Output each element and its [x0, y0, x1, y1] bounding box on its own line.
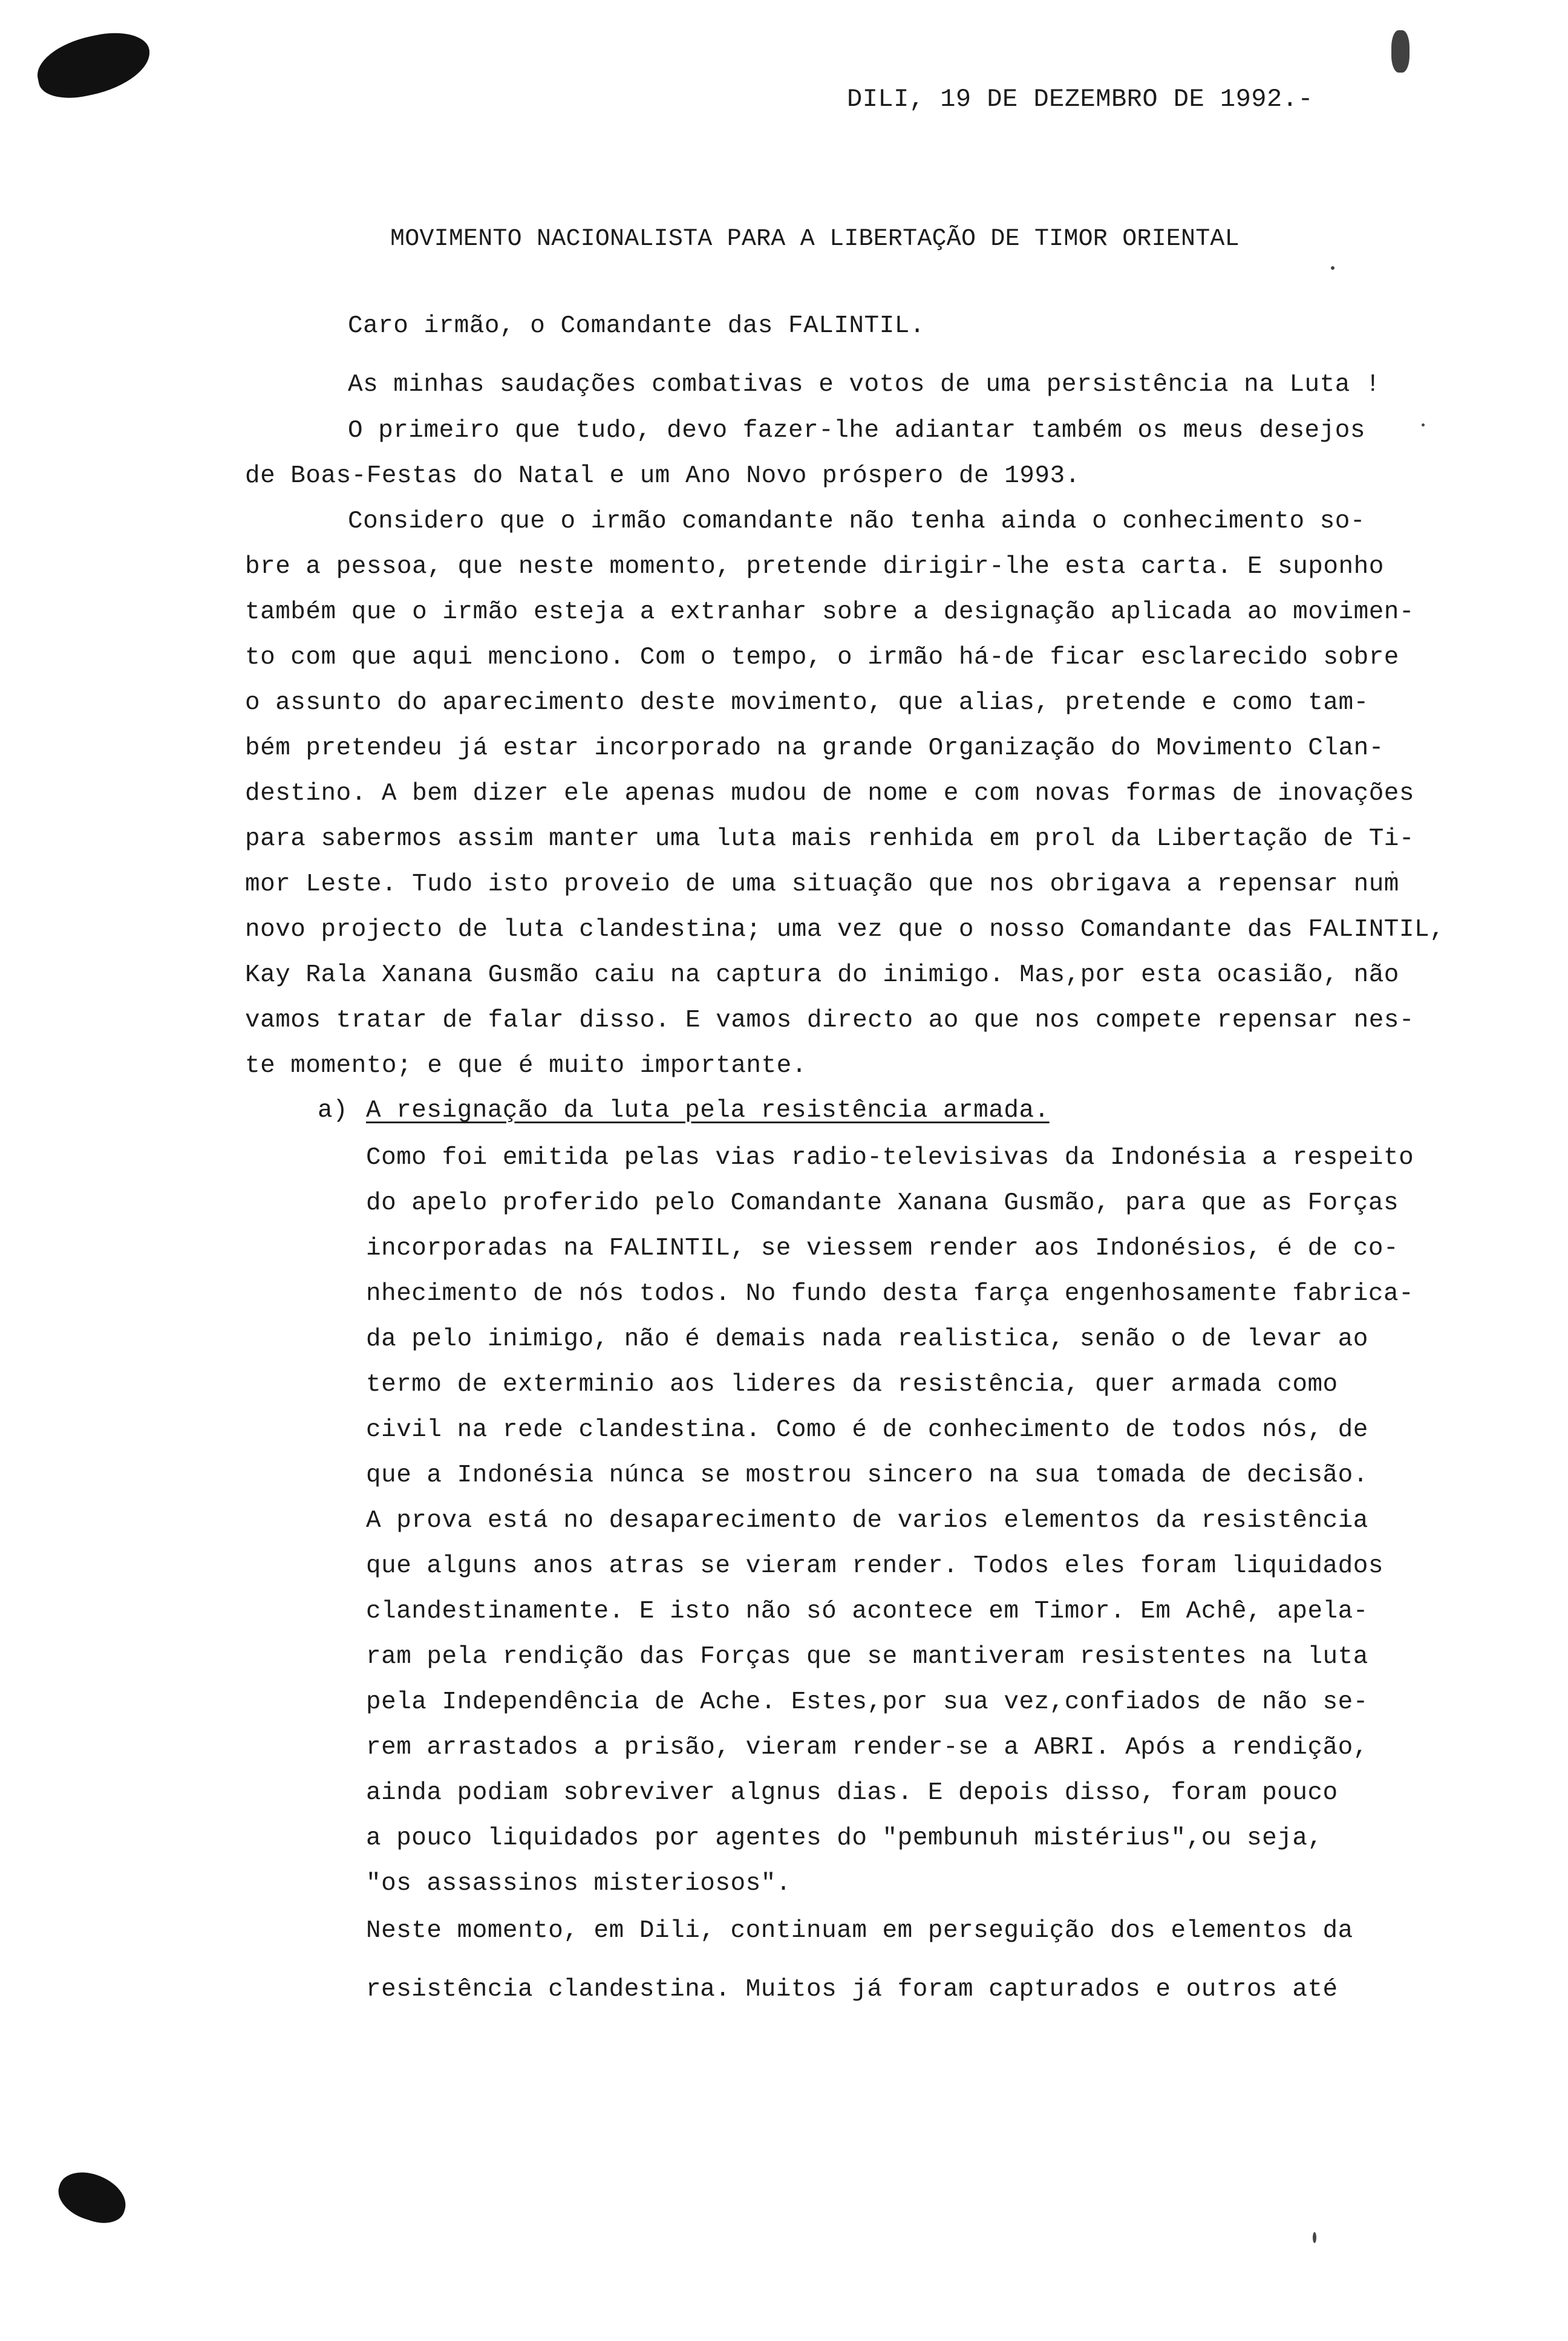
body-line: te momento; e que é muito importante. [245, 1052, 807, 1080]
body-line: Considero que o irmão comandante não tenha ainda o conhecimento so- [348, 508, 1365, 535]
section-line: do apelo proferido pelo Comandante Xanana Gusmão, para que as Forças [366, 1189, 1399, 1217]
body-line: bém pretendeu já estar incorporado na grande Organização do Movimento Clan- [245, 734, 1384, 762]
movement-title: MOVIMENTO NACIONALISTA PARA A LIBERTAÇÃO DE TIMOR ORIENTAL [390, 226, 1240, 253]
section-line: clandestinamente. E isto não só acontece em Timor. Em Achê, apela- [366, 1598, 1368, 1625]
section-marker: a) [318, 1097, 348, 1125]
section-line: civil na rede clandestina. Como é de conhecimento de todos nós, de [366, 1416, 1368, 1444]
scan-speck [1313, 2232, 1316, 2243]
section-line: que a Indonésia núnca se mostrou sincero na sua tomada de decisão. [366, 1461, 1368, 1489]
section-line: a pouco liquidados por agentes do "pembunuh mistérius",ou seja, [366, 1824, 1323, 1852]
section-line: que alguns anos atras se vieram render. Todos eles foram liquidados [366, 1552, 1383, 1580]
body-line: novo projecto de luta clandestina; uma vez que o nosso Comandante das FALINTIL, [245, 916, 1445, 944]
body-line: de Boas-Festas do Natal e um Ano Novo próspero de 1993. [245, 462, 1080, 490]
ink-blot-bottom-left [52, 2165, 132, 2230]
body-line: mor Leste. Tudo isto proveio de uma situação que nos obrigava a repensar num [245, 870, 1399, 898]
scan-speck [1422, 423, 1425, 426]
section-line: termo de exterminio aos lideres da resistência, quer armada como [366, 1371, 1338, 1399]
section-line: ainda podiam sobreviver algnus dias. E depois disso, foram pouco [366, 1779, 1338, 1807]
ink-blot-top-left [31, 25, 156, 105]
body-line: Caro irmão, o Comandante das FALINTIL. [348, 312, 925, 340]
body-line: Neste momento, em Dili, continuam em perseguição dos elementos da [366, 1917, 1353, 1945]
body-line: também que o irmão esteja a extranhar sobre a designação aplicada ao movimen- [245, 598, 1415, 626]
section-line: "os assassinos misteriosos". [366, 1870, 791, 1898]
scan-speck [1331, 266, 1334, 270]
letter-date: DILI, 19 DE DEZEMBRO DE 1992.- [847, 85, 1314, 114]
body-line: vamos tratar de falar disso. E vamos directo ao que nos compete repensar nes- [245, 1007, 1415, 1034]
body-line: o assunto do aparecimento deste movimento, que alias, pretende e como tam- [245, 689, 1369, 717]
section-line: nhecimento de nós todos. No fundo desta farça engenhosamente fabrica- [366, 1280, 1414, 1308]
body-line: destino. A bem dizer ele apenas mudou de nome e com novas formas de inovações [245, 780, 1415, 808]
section-heading: A resignação da luta pela resistência armada. [366, 1097, 1050, 1125]
body-line: bre a pessoa, que neste momento, pretende dirigir-lhe esta carta. E suponho [245, 553, 1384, 581]
section-line: A prova está no desaparecimento de varios elementos da resistência [366, 1507, 1368, 1535]
body-line: O primeiro que tudo, devo fazer-lhe adiantar também os meus desejos [348, 417, 1365, 445]
section-line: pela Independência de Ache. Estes,por sua vez,confiados de não se- [366, 1688, 1368, 1716]
body-line: As minhas saudações combativas e votos de uma persistência na Luta ! [348, 371, 1381, 399]
ink-mark-top-right [1391, 30, 1410, 73]
section-line: incorporadas na FALINTIL, se viessem render aos Indonésios, é de co- [366, 1235, 1399, 1262]
body-line: Kay Rala Xanana Gusmão caiu na captura do inimigo. Mas,por esta ocasião, não [245, 961, 1399, 989]
body-line: resistência clandestina. Muitos já foram capturados e outros até [366, 1976, 1338, 2003]
body-line: para sabermos assim manter uma luta mais renhida em prol da Libertação de Ti- [245, 825, 1415, 853]
section-line: rem arrastados a prisão, vieram render-se a ABRI. Após a rendição, [366, 1734, 1368, 1761]
section-line: da pelo inimigo, não é demais nada realistica, senão o de levar ao [366, 1325, 1368, 1353]
section-line: ram pela rendição das Forças que se mantiveram resistentes na luta [366, 1643, 1368, 1671]
section-line: Como foi emitida pelas vias radio-televisivas da Indonésia a respeito [366, 1144, 1414, 1172]
body-line: to com que aqui menciono. Com o tempo, o irmão há-de ficar esclarecido sobre [245, 644, 1399, 671]
